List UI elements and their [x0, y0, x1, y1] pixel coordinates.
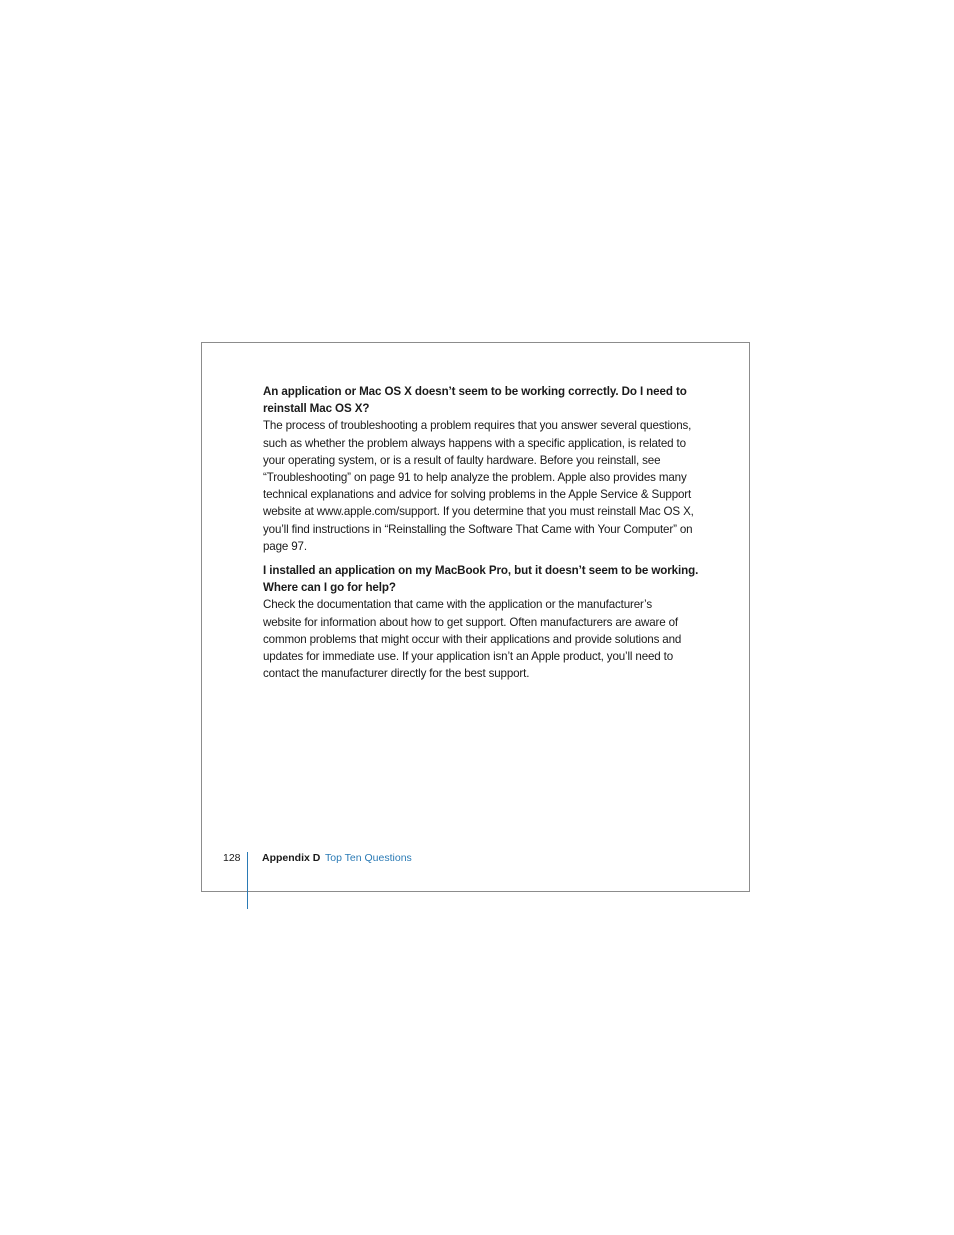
answer-line: page 97.	[263, 539, 307, 553]
answer-line: common problems that might occur with their applications and provide solutions and	[263, 632, 682, 646]
question-line: An application or Mac OS X doesn’t seem to be working correctly. Do I need to	[263, 385, 687, 398]
qa-section-application-help	[263, 562, 708, 682]
answer-line: your operating system, or is a result of faulty hardware. Before you reinstall, see	[263, 453, 661, 467]
answer-line: technical explanations and advice for solving problems in the Apple Service & Support	[263, 488, 692, 502]
answer-line: The process of troubleshooting a problem requires that you answer several questions,	[263, 419, 692, 433]
page-content	[263, 383, 708, 689]
answer-line: updates for immediate use. If your application isn’t an Apple product, you’ll need to	[263, 650, 674, 664]
answer-line: “Troubleshooting” on page 91 to help analyze the problem. Apple also provides many	[263, 471, 687, 485]
question-line: I installed an application on my MacBook Pro, but it doesn’t seem to be working.	[263, 564, 699, 578]
question-heading	[263, 383, 708, 417]
answer-line: website at www.apple.com/support. If you determine that you must reinstall Mac OS X,	[263, 505, 694, 519]
answer-line: contact the manufacturer directly for the best support.	[263, 667, 530, 681]
page-footer	[0, 850, 954, 870]
qa-section-reinstall	[263, 383, 708, 555]
page-number: 128	[223, 852, 241, 864]
answer-paragraph	[263, 417, 708, 555]
chapter-label: Appendix D	[262, 852, 321, 864]
answer-line: you’ll find instructions in “Reinstalling the Software That Came with Your Computer” on	[263, 522, 693, 536]
answer-line: website for information about how to get support. Often manufacturers are aware of	[263, 615, 678, 629]
answer-line: Check the documentation that came with the application or the manufacturer’s	[263, 598, 653, 612]
question-line: Where can I go for help?	[263, 581, 396, 595]
chapter-title-link[interactable]: Top Ten Questions	[325, 852, 412, 864]
answer-paragraph	[263, 596, 708, 682]
question-heading	[263, 562, 708, 596]
answer-line: such as whether the problem always happens with a specific application, is related to	[263, 436, 686, 450]
question-line: reinstall Mac OS X?	[263, 402, 370, 416]
